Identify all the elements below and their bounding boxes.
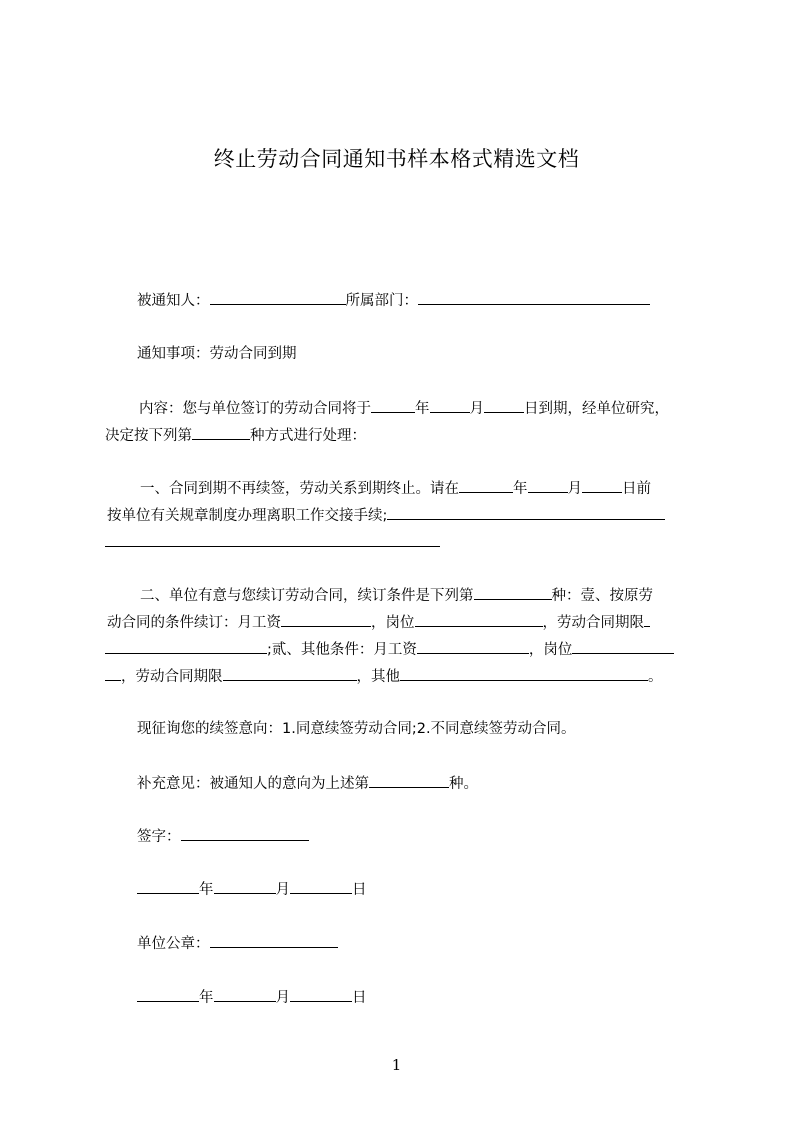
year-label: 年 <box>415 401 430 417</box>
year-label: 年 <box>513 481 528 497</box>
page-number: 1 <box>391 1056 402 1074</box>
content-line-1 <box>139 398 669 419</box>
option1-line-2 <box>107 505 665 526</box>
other-position-blank[interactable] <box>572 639 674 654</box>
original-salary-blank[interactable] <box>281 612 371 627</box>
option1-line-1 <box>140 478 651 499</box>
option1-day-blank[interactable] <box>582 478 622 493</box>
option2-text: 。 <box>648 669 663 685</box>
day-label: 日 <box>352 882 367 898</box>
other-salary-blank[interactable] <box>417 639 529 654</box>
option1-line-3 <box>105 532 440 553</box>
year-label: 年 <box>199 882 214 898</box>
month-label: 月 <box>275 882 290 898</box>
option1-year-blank[interactable] <box>459 478 513 493</box>
option1-text: 日前 <box>622 481 651 497</box>
method-number-blank[interactable] <box>192 425 250 440</box>
content-text: 日到期，经单位研究， <box>524 401 669 417</box>
option2-line-2 <box>107 612 650 633</box>
option2-text: 动合同的条件续订：月工资 <box>107 615 281 631</box>
option1-text: 一、合同到期不再续签，劳动关系到期终止。请在 <box>140 481 459 497</box>
month-label: 月 <box>567 481 582 497</box>
supplement-line <box>137 773 478 794</box>
option2-line-3 <box>105 639 674 660</box>
month-label: 月 <box>275 990 290 1006</box>
expiry-year-blank[interactable] <box>371 398 415 413</box>
option2-line-4 <box>105 666 663 687</box>
option2-text: ，岗位 <box>371 615 415 631</box>
option1-month-blank[interactable] <box>528 478 568 493</box>
option2-text: 种：壹、按原劳 <box>551 588 653 604</box>
other-position-blank-continued[interactable] <box>105 666 121 681</box>
condition-number-blank[interactable] <box>474 585 552 600</box>
notice-item: 通知事项：劳动合同到期 <box>137 346 297 362</box>
original-position-blank[interactable] <box>415 612 543 627</box>
document-title: 终止劳动合同通知书样本格式精选文档 <box>213 147 580 171</box>
content-line-2 <box>105 425 366 446</box>
year-label: 年 <box>199 990 214 1006</box>
recipient-line <box>137 290 650 311</box>
sign-month-blank[interactable] <box>214 879 276 894</box>
option2-text: ，岗位 <box>528 642 573 658</box>
supplement-text: 种。 <box>449 776 478 792</box>
content-text: 决定按下列第 <box>105 428 192 444</box>
option2-text: ，劳动合同期限 <box>121 669 223 685</box>
option2-text: ，劳动合同期限 <box>542 615 644 631</box>
option2-text: 二、单位有意与您续订劳动合同，续订条件是下列第 <box>140 588 474 604</box>
expiry-day-blank[interactable] <box>484 398 524 413</box>
supplement-text: 补充意见：被通知人的意向为上述第 <box>137 776 369 792</box>
intention-number-blank[interactable] <box>369 773 449 788</box>
original-term-blank-continued[interactable] <box>105 639 267 654</box>
department-label: 所属部门： <box>345 293 418 309</box>
other-conditions-blank[interactable] <box>400 666 648 681</box>
seal-blank[interactable] <box>210 933 338 948</box>
date-line-1 <box>137 879 367 900</box>
expiry-month-blank[interactable] <box>430 398 470 413</box>
handover-blank[interactable] <box>387 505 665 520</box>
original-term-blank[interactable] <box>644 612 650 627</box>
recipient-label: 被通知人： <box>137 293 210 309</box>
seal-label: 单位公章： <box>137 936 210 952</box>
sign-year-blank[interactable] <box>137 879 199 894</box>
content-text: 内容：您与单位签订的劳动合同将于 <box>139 401 371 417</box>
handover-blank-continued[interactable] <box>105 532 440 547</box>
other-term-blank[interactable] <box>223 666 357 681</box>
seal-month-blank[interactable] <box>214 987 276 1002</box>
seal-line <box>137 933 338 954</box>
seal-year-blank[interactable] <box>137 987 199 1002</box>
option2-text: ，其他 <box>356 669 400 685</box>
signature-line <box>137 826 309 847</box>
signature-blank[interactable] <box>181 826 309 841</box>
option1-text: 按单位有关规章制度办理离职工作交接手续; <box>107 508 388 524</box>
month-label: 月 <box>469 401 484 417</box>
signature-label: 签字： <box>137 829 181 845</box>
inquiry-line: 现征询您的续签意向：1.同意续签劳动合同;2.不同意续签劳动合同。 <box>137 721 576 737</box>
seal-day-blank[interactable] <box>290 987 352 1002</box>
department-blank[interactable] <box>418 290 650 305</box>
date-line-2 <box>137 987 367 1008</box>
sign-day-blank[interactable] <box>290 879 352 894</box>
option2-line-1 <box>140 585 653 606</box>
day-label: 日 <box>352 990 367 1006</box>
content-text: 种方式进行处理： <box>250 428 366 444</box>
recipient-blank[interactable] <box>210 290 346 305</box>
option2-text: ;贰、其他条件：月工资 <box>267 642 417 658</box>
